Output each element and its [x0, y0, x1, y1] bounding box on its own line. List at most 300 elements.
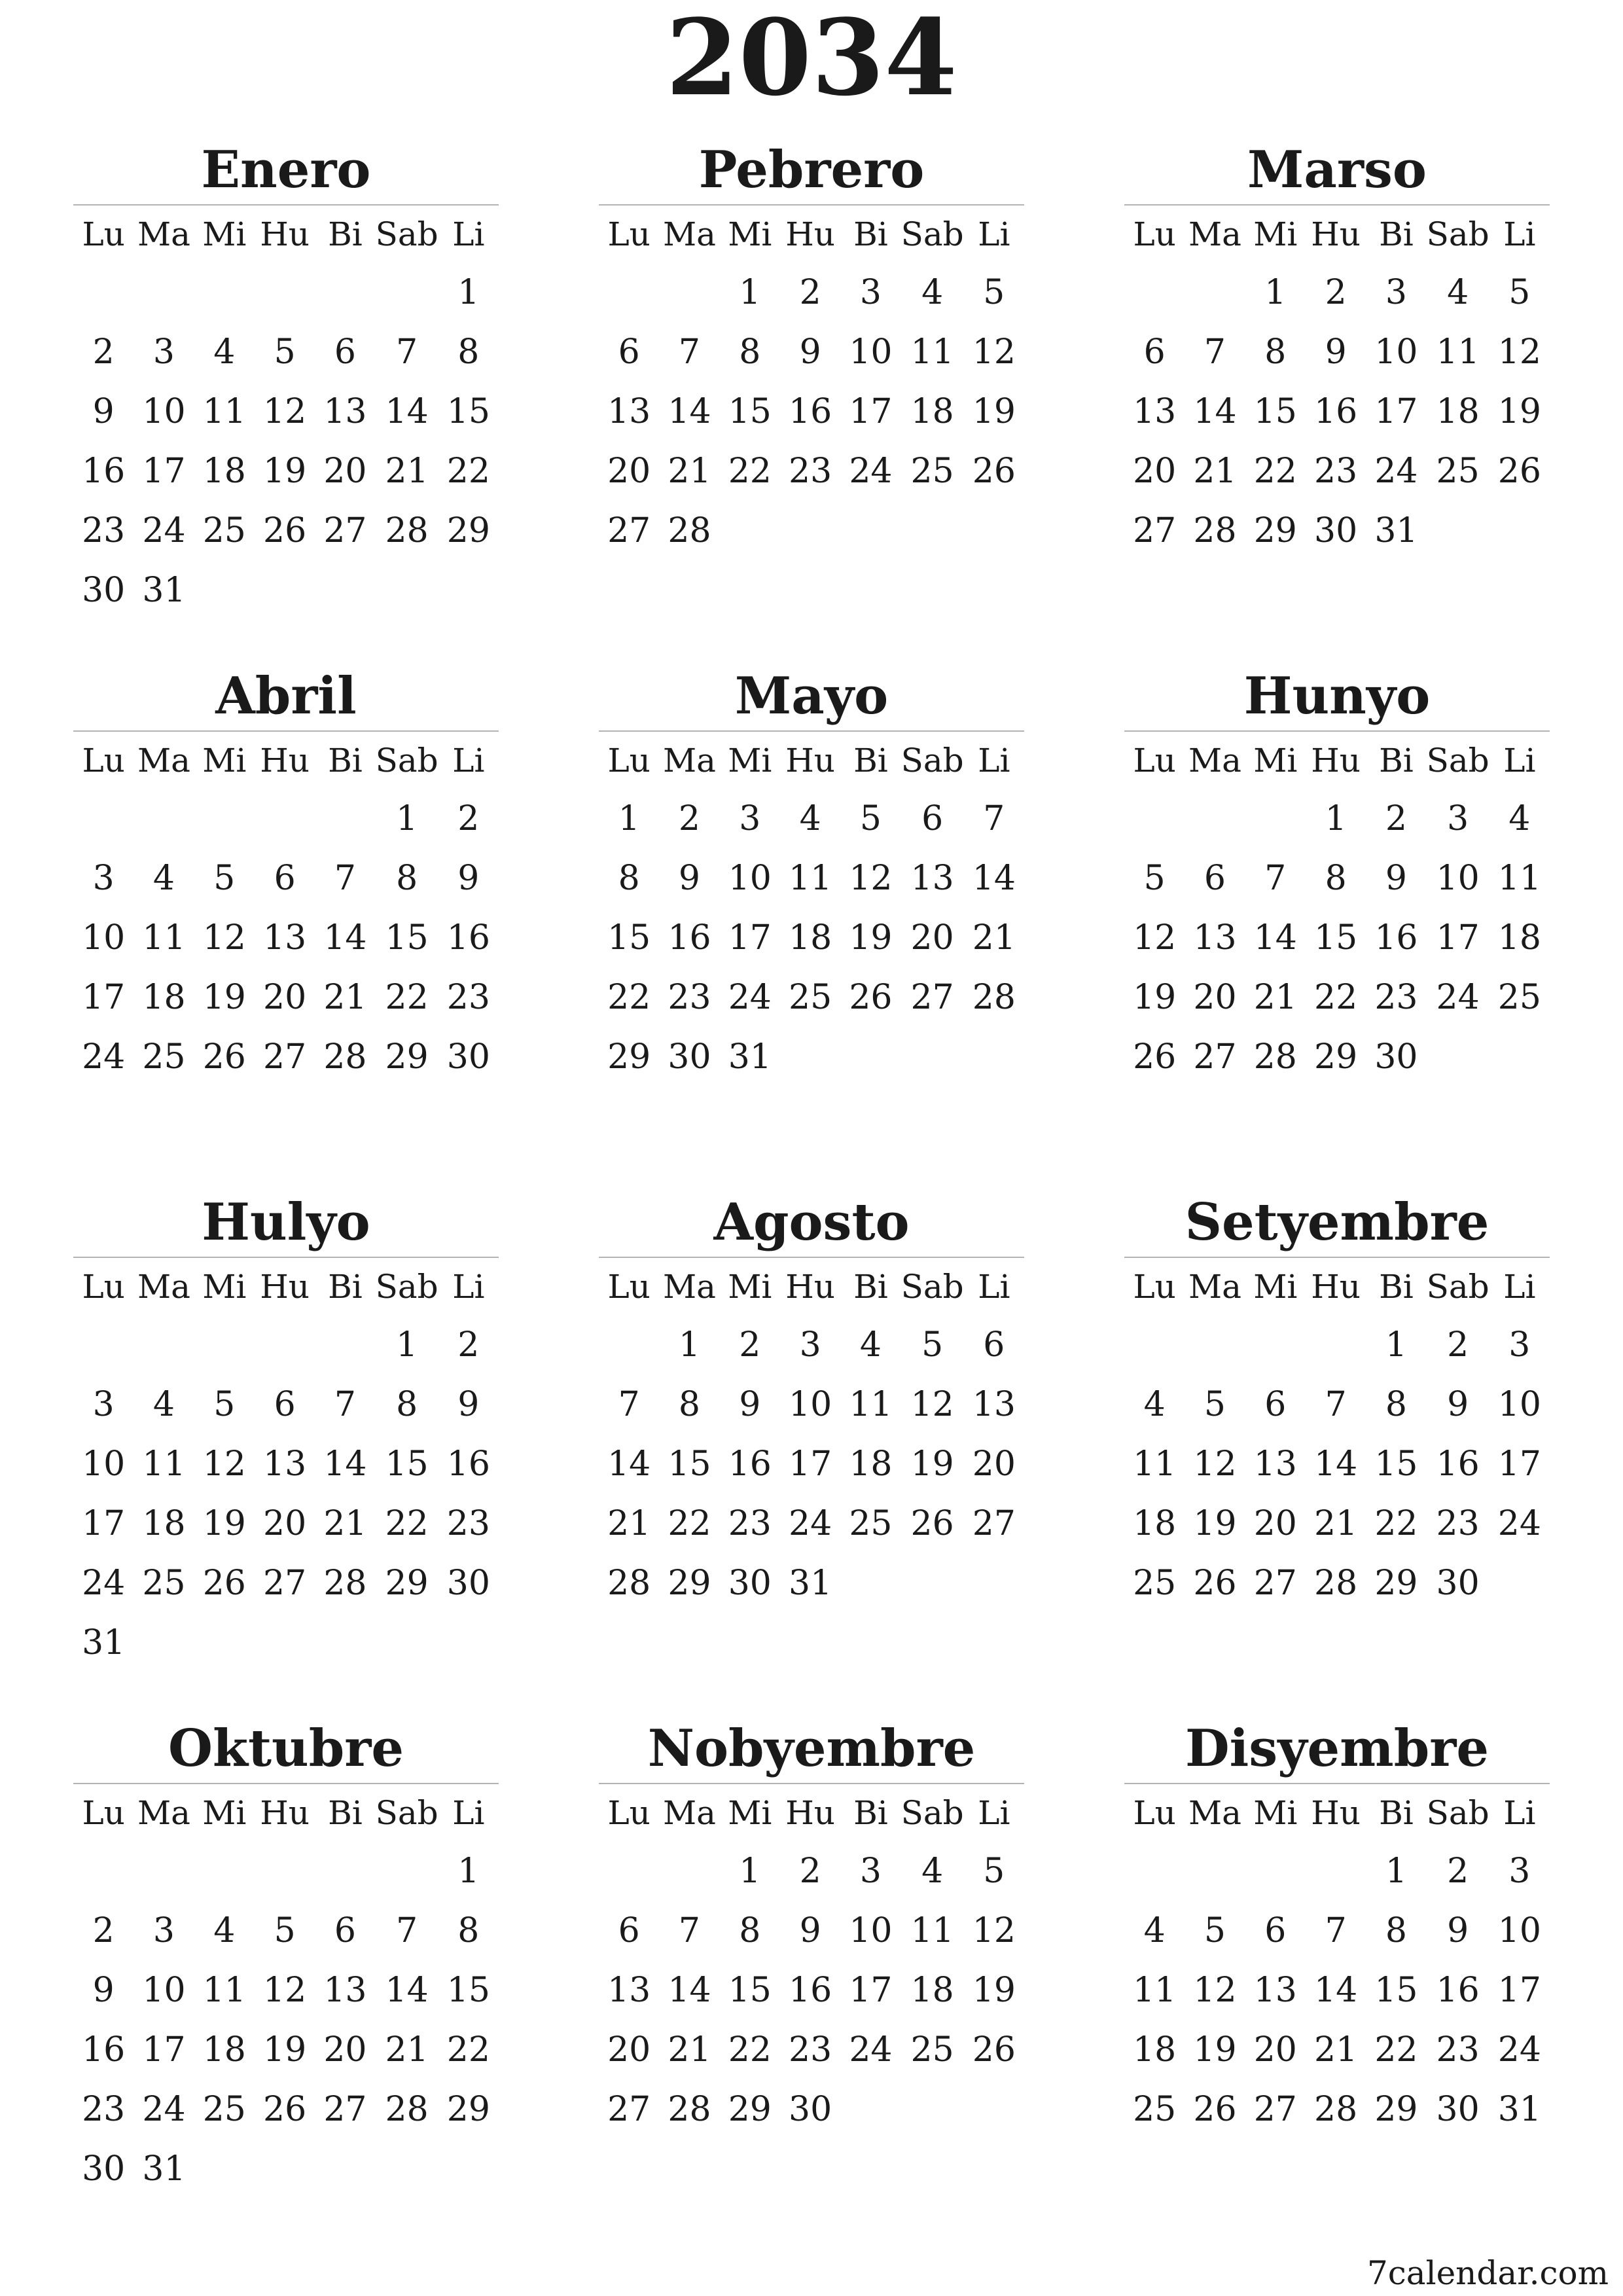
day-grid	[73, 206, 499, 620]
weekday-label: Ma	[662, 1794, 716, 1832]
day-grid	[1124, 1258, 1550, 1613]
day-cell: 7	[1325, 1911, 1347, 1950]
day-cell: 20	[910, 918, 954, 958]
day-cell: 17	[1497, 1971, 1541, 2010]
day-cell: 10	[142, 392, 186, 431]
day-cell: 13	[910, 859, 954, 898]
day-cell: 2	[1325, 273, 1347, 312]
month-name: Pebrero	[698, 140, 925, 200]
day-cell: 28	[323, 1564, 367, 1603]
day-cell: 11	[1133, 1971, 1177, 2010]
day-cell: 1	[396, 1325, 418, 1365]
day-cell: 29	[607, 1037, 651, 1077]
day-cell: 27	[1133, 511, 1177, 550]
day-cell: 9	[1325, 332, 1347, 372]
day-cell: 9	[1447, 1911, 1469, 1950]
day-cell: 12	[202, 1444, 246, 1484]
weekday-label: Mi	[202, 1794, 247, 1832]
weekday-label: Bi	[1379, 215, 1414, 253]
month-enero	[73, 136, 499, 620]
day-cell: 23	[1436, 2030, 1480, 2070]
day-cell: 28	[668, 2090, 711, 2129]
day-cell: 28	[972, 978, 1016, 1017]
day-cell: 26	[1133, 1037, 1177, 1077]
empty-day-cell	[134, 789, 194, 849]
day-cell: 30	[82, 2149, 126, 2189]
day-cell: 4	[213, 332, 236, 372]
day-cell: 24	[789, 1504, 832, 1543]
day-cell: 4	[1143, 1911, 1166, 1950]
day-cell: 9	[799, 1911, 821, 1950]
day-cell: 10	[82, 918, 126, 958]
day-cell: 3	[739, 799, 761, 838]
month-disyembre	[1124, 1715, 1550, 2140]
day-cell: 6	[1264, 1911, 1287, 1950]
day-cell: 14	[972, 859, 1016, 898]
day-cell: 21	[385, 2030, 429, 2070]
day-cell: 23	[668, 978, 711, 1017]
weekday-label: Bi	[1379, 1794, 1414, 1832]
day-cell: 31	[1374, 511, 1418, 550]
day-grid	[73, 1258, 499, 1673]
weekday-label: Sab	[901, 742, 964, 780]
weekday-label: Bi	[328, 742, 363, 780]
day-cell: 20	[607, 452, 651, 491]
empty-day-cell	[1124, 1842, 1185, 1901]
month-name: Enero	[201, 140, 371, 200]
day-cell: 19	[910, 1444, 954, 1484]
weekday-label: Lu	[607, 215, 651, 253]
day-cell: 29	[1374, 2090, 1418, 2129]
day-cell: 15	[1374, 1971, 1418, 2010]
day-cell: 25	[1497, 978, 1541, 1017]
weekday-label: Bi	[853, 1268, 888, 1306]
day-cell: 8	[396, 1385, 418, 1424]
day-cell: 15	[1314, 918, 1358, 958]
day-cell: 21	[385, 452, 429, 491]
month-oktubre	[73, 1715, 499, 2199]
day-cell: 15	[1374, 1444, 1418, 1484]
day-cell: 21	[323, 1504, 367, 1543]
day-cell: 8	[396, 859, 418, 898]
day-cell: 28	[385, 511, 429, 550]
day-cell: 11	[789, 859, 832, 898]
day-cell: 18	[142, 1504, 186, 1543]
day-cell: 26	[1497, 452, 1541, 491]
footer-brand: 7calendar.com	[1366, 2254, 1609, 2292]
day-cell: 6	[334, 332, 356, 372]
day-cell: 19	[263, 452, 307, 491]
weekday-label: Li	[1503, 215, 1536, 253]
month-pebrero	[599, 136, 1024, 561]
weekday-label: Hu	[785, 742, 836, 780]
day-cell: 11	[1133, 1444, 1177, 1484]
weekday-label: Ma	[1188, 1268, 1241, 1306]
weekday-label: Lu	[1133, 215, 1176, 253]
day-cell: 27	[1193, 1037, 1237, 1077]
day-cell: 20	[1253, 1504, 1297, 1543]
day-cell: 1	[457, 1852, 480, 1891]
weekday-label: Lu	[1133, 742, 1176, 780]
weekday-label: Hu	[785, 215, 836, 253]
day-cell: 29	[446, 2090, 490, 2129]
day-cell: 16	[446, 918, 490, 958]
empty-day-cell	[255, 1842, 315, 1901]
empty-day-cell	[315, 1316, 375, 1375]
day-cell: 27	[972, 1504, 1016, 1543]
weekday-label: Lu	[607, 1794, 651, 1832]
day-cell: 19	[1497, 392, 1541, 431]
day-cell: 2	[92, 1911, 115, 1950]
day-cell: 13	[1253, 1444, 1297, 1484]
day-cell: 7	[1204, 332, 1226, 372]
month-hunyo	[1124, 662, 1550, 1087]
day-cell: 26	[849, 978, 893, 1017]
day-cell: 17	[789, 1444, 832, 1484]
month-name: Hulyo	[202, 1193, 370, 1252]
day-cell: 1	[739, 1852, 761, 1891]
day-cell: 18	[1497, 918, 1541, 958]
day-cell: 2	[1447, 1325, 1469, 1365]
day-cell: 24	[82, 1564, 126, 1603]
empty-day-cell	[1124, 789, 1185, 849]
day-cell: 18	[142, 978, 186, 1017]
day-grid	[73, 732, 499, 1087]
day-cell: 31	[1497, 2090, 1541, 2129]
weekday-label: Lu	[1133, 1794, 1176, 1832]
weekday-label: Lu	[82, 1794, 125, 1832]
day-cell: 26	[202, 1564, 246, 1603]
day-cell: 22	[607, 978, 651, 1017]
day-cell: 5	[274, 1911, 296, 1950]
day-grid	[599, 732, 1024, 1087]
day-cell: 27	[1253, 2090, 1297, 2129]
day-cell: 26	[263, 2090, 307, 2129]
weekday-label: Sab	[901, 1794, 964, 1832]
day-cell: 16	[1314, 392, 1358, 431]
empty-day-cell	[73, 263, 134, 323]
weekday-label: Hu	[1311, 742, 1361, 780]
day-cell: 16	[1436, 1444, 1480, 1484]
day-cell: 14	[668, 1971, 711, 2010]
day-cell: 12	[972, 332, 1016, 372]
day-grid	[599, 206, 1024, 561]
day-cell: 20	[323, 2030, 367, 2070]
weekday-label: Mi	[728, 742, 772, 780]
day-cell: 9	[678, 859, 701, 898]
weekday-label: Bi	[853, 1794, 888, 1832]
day-cell: 23	[446, 978, 490, 1017]
day-cell: 4	[921, 273, 944, 312]
day-cell: 19	[972, 392, 1016, 431]
day-cell: 23	[446, 1504, 490, 1543]
weekday-label: Ma	[1188, 1794, 1241, 1832]
weekday-label: Sab	[1426, 1794, 1489, 1832]
day-cell: 3	[1385, 273, 1407, 312]
weekday-label: Ma	[137, 215, 190, 253]
day-cell: 4	[859, 1325, 882, 1365]
day-cell: 7	[334, 1385, 356, 1424]
day-cell: 17	[1436, 918, 1480, 958]
day-cell: 9	[92, 1971, 115, 2010]
day-cell: 15	[385, 918, 429, 958]
day-cell: 14	[607, 1444, 651, 1484]
day-cell: 30	[1314, 511, 1358, 550]
day-cell: 19	[1193, 2030, 1237, 2070]
day-cell: 8	[1264, 332, 1287, 372]
empty-day-cell	[1185, 1316, 1245, 1375]
weekday-label: Sab	[901, 215, 964, 253]
day-cell: 4	[152, 1385, 175, 1424]
day-cell: 1	[618, 799, 640, 838]
day-cell: 27	[607, 2090, 651, 2129]
day-cell: 5	[1204, 1385, 1226, 1424]
day-cell: 8	[739, 1911, 761, 1950]
day-cell: 12	[849, 859, 893, 898]
day-cell: 1	[457, 273, 480, 312]
day-grid	[599, 1784, 1024, 2140]
day-cell: 5	[983, 1852, 1005, 1891]
weekday-label: Bi	[853, 742, 888, 780]
day-cell: 8	[1325, 859, 1347, 898]
day-cell: 2	[739, 1325, 761, 1365]
day-cell: 16	[728, 1444, 772, 1484]
day-cell: 9	[799, 332, 821, 372]
day-cell: 8	[618, 859, 640, 898]
day-cell: 17	[82, 978, 126, 1017]
day-cell: 1	[678, 1325, 701, 1365]
weekday-label: Mi	[1253, 215, 1298, 253]
day-cell: 28	[1314, 1564, 1358, 1603]
empty-day-cell	[1306, 1842, 1366, 1901]
day-cell: 1	[1325, 799, 1347, 838]
day-cell: 10	[789, 1385, 832, 1424]
empty-day-cell	[1306, 1316, 1366, 1375]
day-cell: 12	[263, 392, 307, 431]
day-cell: 7	[1325, 1385, 1347, 1424]
day-cell: 13	[607, 392, 651, 431]
day-cell: 7	[396, 1911, 418, 1950]
day-cell: 11	[910, 1911, 954, 1950]
day-cell: 11	[202, 1971, 246, 2010]
month-marso	[1124, 136, 1550, 561]
empty-day-cell	[1124, 1316, 1185, 1375]
day-cell: 19	[202, 1504, 246, 1543]
day-cell: 31	[82, 1623, 126, 1662]
day-cell: 5	[983, 273, 1005, 312]
day-cell: 13	[1193, 918, 1237, 958]
day-cell: 10	[849, 332, 893, 372]
day-cell: 26	[1193, 1564, 1237, 1603]
day-cell: 21	[323, 978, 367, 1017]
day-cell: 6	[334, 1911, 356, 1950]
day-cell: 5	[1143, 859, 1166, 898]
day-cell: 28	[1253, 1037, 1297, 1077]
day-cell: 26	[263, 511, 307, 550]
day-cell: 29	[1374, 1564, 1418, 1603]
day-cell: 7	[618, 1385, 640, 1424]
day-cell: 30	[1436, 2090, 1480, 2129]
day-cell: 10	[1497, 1911, 1541, 1950]
day-cell: 3	[1508, 1325, 1531, 1365]
empty-day-cell	[255, 789, 315, 849]
day-cell: 26	[972, 2030, 1016, 2070]
day-cell: 12	[1133, 918, 1177, 958]
day-cell: 11	[142, 918, 186, 958]
day-cell: 24	[142, 511, 186, 550]
day-cell: 20	[263, 1504, 307, 1543]
day-cell: 13	[323, 1971, 367, 2010]
day-cell: 3	[859, 273, 882, 312]
weekday-label: Hu	[260, 1268, 310, 1306]
weekday-label: Lu	[82, 1268, 125, 1306]
month-name: Oktubre	[168, 1719, 404, 1778]
empty-day-cell	[255, 1316, 315, 1375]
day-cell: 16	[789, 1971, 832, 2010]
day-cell: 20	[607, 2030, 651, 2070]
day-cell: 18	[202, 2030, 246, 2070]
empty-day-cell	[315, 263, 375, 323]
day-cell: 25	[202, 2090, 246, 2129]
day-cell: 18	[910, 392, 954, 431]
weekday-label: Mi	[1253, 1268, 1298, 1306]
day-cell: 19	[849, 918, 893, 958]
day-cell: 30	[446, 1564, 490, 1603]
weekday-label: Sab	[375, 1268, 438, 1306]
day-cell: 4	[213, 1911, 236, 1950]
month-name: Abril	[215, 666, 357, 726]
day-cell: 2	[799, 1852, 821, 1891]
day-cell: 17	[142, 2030, 186, 2070]
day-cell: 18	[789, 918, 832, 958]
empty-day-cell	[1245, 1316, 1306, 1375]
day-cell: 15	[668, 1444, 711, 1484]
day-cell: 27	[323, 2090, 367, 2129]
day-cell: 4	[1447, 273, 1469, 312]
weekday-label: Ma	[662, 742, 716, 780]
day-cell: 27	[607, 511, 651, 550]
day-cell: 31	[142, 2149, 186, 2189]
weekday-label: Bi	[1379, 1268, 1414, 1306]
day-cell: 5	[213, 859, 236, 898]
weekday-label: Lu	[82, 215, 125, 253]
empty-day-cell	[1245, 1842, 1306, 1901]
month-name: Agosto	[713, 1193, 910, 1252]
empty-day-cell	[1124, 263, 1185, 323]
day-cell: 14	[323, 918, 367, 958]
day-cell: 26	[1193, 2090, 1237, 2129]
day-cell: 29	[446, 511, 490, 550]
day-cell: 24	[728, 978, 772, 1017]
day-cell: 27	[1253, 1564, 1297, 1603]
day-cell: 11	[849, 1385, 893, 1424]
weekday-label: Li	[1503, 1794, 1536, 1832]
day-cell: 13	[972, 1385, 1016, 1424]
month-name: Nobyembre	[647, 1719, 976, 1778]
weekday-label: Bi	[853, 215, 888, 253]
day-cell: 16	[1436, 1971, 1480, 2010]
day-cell: 13	[323, 392, 367, 431]
weekday-label: Ma	[662, 1268, 716, 1306]
day-cell: 12	[910, 1385, 954, 1424]
month-name: Disyembre	[1185, 1719, 1489, 1778]
day-cell: 29	[385, 1037, 429, 1077]
weekday-label: Ma	[1188, 215, 1241, 253]
day-cell: 22	[385, 978, 429, 1017]
month-setyembre	[1124, 1189, 1550, 1613]
empty-day-cell	[1185, 789, 1245, 849]
day-cell: 12	[202, 918, 246, 958]
day-cell: 24	[142, 2090, 186, 2129]
empty-day-cell	[134, 263, 194, 323]
day-cell: 19	[263, 2030, 307, 2070]
day-cell: 6	[618, 332, 640, 372]
day-cell: 27	[263, 1037, 307, 1077]
weekday-label: Hu	[785, 1794, 836, 1832]
weekday-label: Mi	[202, 215, 247, 253]
day-cell: 1	[739, 273, 761, 312]
empty-day-cell	[1185, 1842, 1245, 1901]
day-cell: 2	[678, 799, 701, 838]
year-title: 2034	[666, 0, 957, 119]
day-cell: 17	[849, 392, 893, 431]
day-cell: 23	[789, 2030, 832, 2070]
day-cell: 11	[1436, 332, 1480, 372]
weekday-label: Ma	[137, 1268, 190, 1306]
weekday-label: Bi	[328, 1794, 363, 1832]
empty-day-cell	[1185, 263, 1245, 323]
day-cell: 4	[152, 859, 175, 898]
day-cell: 7	[334, 859, 356, 898]
weekday-label: Hu	[785, 1268, 836, 1306]
day-cell: 30	[789, 2090, 832, 2129]
day-cell: 1	[1385, 1852, 1407, 1891]
day-cell: 10	[82, 1444, 126, 1484]
day-cell: 3	[1447, 799, 1469, 838]
day-grid	[1124, 206, 1550, 561]
day-cell: 8	[1385, 1385, 1407, 1424]
day-cell: 3	[1508, 1852, 1531, 1891]
weekday-label: Sab	[375, 215, 438, 253]
day-cell: 3	[859, 1852, 882, 1891]
weekday-label: Li	[978, 1794, 1010, 1832]
day-cell: 21	[1193, 452, 1237, 491]
day-cell: 24	[82, 1037, 126, 1077]
day-cell: 7	[678, 332, 701, 372]
day-cell: 26	[972, 452, 1016, 491]
day-cell: 26	[202, 1037, 246, 1077]
day-cell: 25	[1133, 2090, 1177, 2129]
day-cell: 5	[859, 799, 882, 838]
day-cell: 14	[668, 392, 711, 431]
day-cell: 24	[1497, 2030, 1541, 2070]
weekday-label: Sab	[1426, 742, 1489, 780]
day-cell: 23	[728, 1504, 772, 1543]
empty-day-cell	[194, 789, 255, 849]
day-cell: 20	[1133, 452, 1177, 491]
day-cell: 23	[82, 2090, 126, 2129]
day-cell: 12	[972, 1911, 1016, 1950]
day-cell: 4	[921, 1852, 944, 1891]
day-cell: 3	[799, 1325, 821, 1365]
day-cell: 23	[1374, 978, 1418, 1017]
day-cell: 13	[607, 1971, 651, 2010]
day-cell: 23	[1314, 452, 1358, 491]
empty-day-cell	[599, 263, 659, 323]
day-cell: 19	[972, 1971, 1016, 2010]
day-cell: 15	[607, 918, 651, 958]
day-cell: 5	[1204, 1911, 1226, 1950]
